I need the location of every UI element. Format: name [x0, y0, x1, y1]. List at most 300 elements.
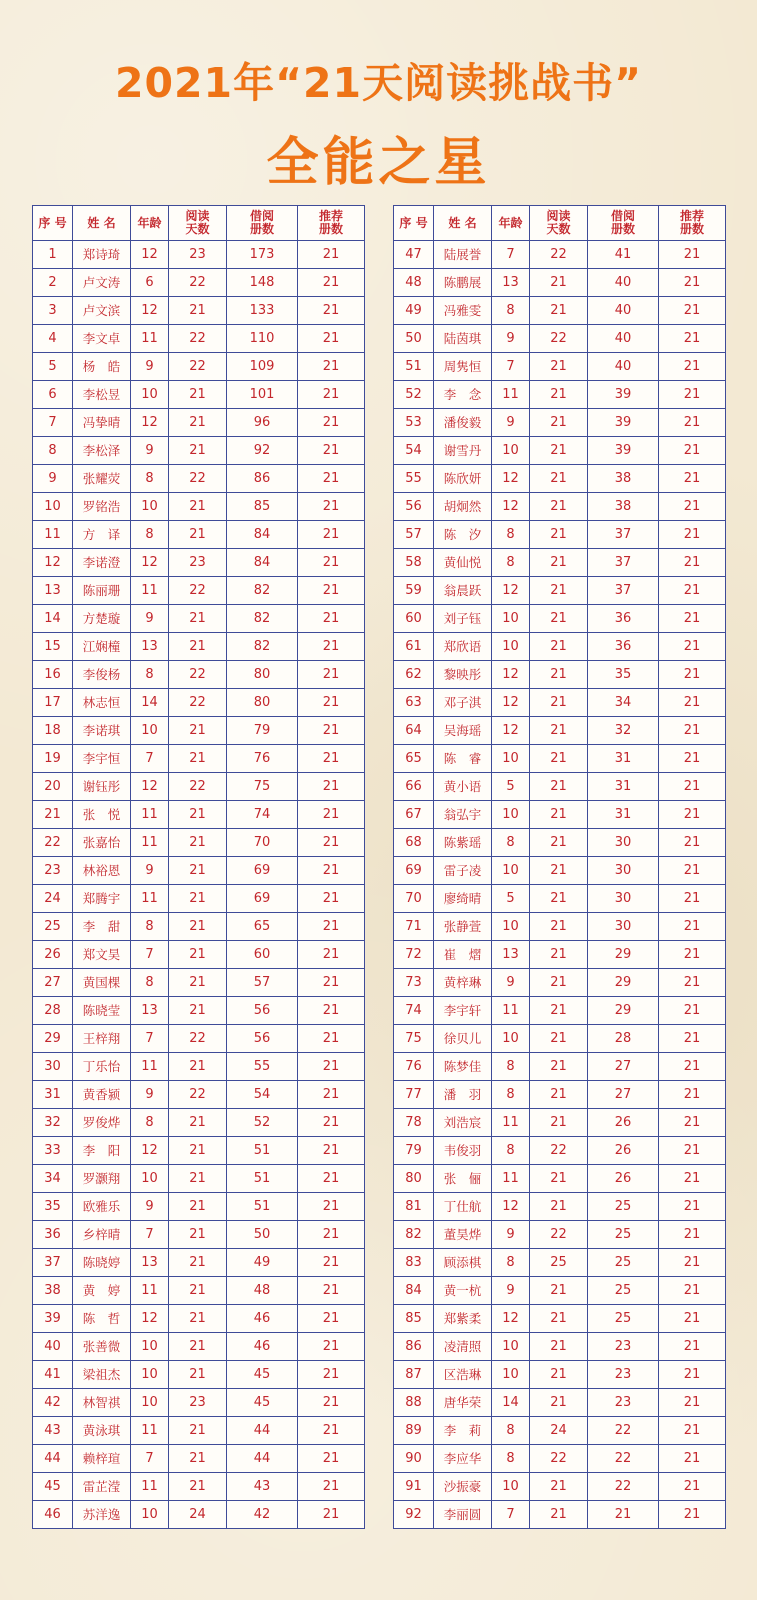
table-row [33, 1025, 365, 1053]
cell-days: 21 [169, 1417, 227, 1445]
cell-name: 罗俊烨 [73, 1109, 131, 1137]
cell-name: 刘子钰 [434, 605, 492, 633]
cell-name: 潘 羽 [434, 1081, 492, 1109]
cell-name: 黄 婷 [73, 1277, 131, 1305]
cell-seq: 10 [33, 493, 73, 521]
cell-age: 10 [492, 857, 530, 885]
col-header-name: 姓 名 [434, 206, 492, 241]
cell-days: 21 [169, 1053, 227, 1081]
table-row [33, 465, 365, 493]
cell-days: 21 [169, 633, 227, 661]
cell-name: 陈 睿 [434, 745, 492, 773]
cell-borrowed: 54 [227, 1081, 298, 1109]
cell-age: 12 [131, 297, 169, 325]
cell-recommended: 21 [298, 1305, 365, 1333]
table-body [394, 241, 726, 1529]
cell-recommended: 21 [298, 325, 365, 353]
cell-name: 李俊杨 [73, 661, 131, 689]
cell-seq: 66 [394, 773, 434, 801]
cell-name: 乡梓晴 [73, 1221, 131, 1249]
cell-days: 22 [169, 325, 227, 353]
table-row [33, 1501, 365, 1529]
cell-days: 21 [530, 1501, 588, 1529]
cell-age: 8 [492, 297, 530, 325]
cell-name: 陆茵琪 [434, 325, 492, 353]
cell-days: 22 [530, 1445, 588, 1473]
table-row [394, 773, 726, 801]
cell-recommended: 21 [298, 269, 365, 297]
cell-recommended: 21 [298, 941, 365, 969]
cell-name: 谢钰彤 [73, 773, 131, 801]
cell-seq: 90 [394, 1445, 434, 1473]
cell-age: 8 [492, 1137, 530, 1165]
cell-age: 11 [131, 325, 169, 353]
cell-name: 廖绮晴 [434, 885, 492, 913]
cell-age: 9 [131, 1081, 169, 1109]
cell-name: 卢文涛 [73, 269, 131, 297]
cell-days: 22 [169, 689, 227, 717]
cell-name: 冯雅雯 [434, 297, 492, 325]
cell-borrowed: 34 [588, 689, 659, 717]
cell-days: 21 [169, 521, 227, 549]
cell-seq: 18 [33, 717, 73, 745]
cell-name: 黄梓琳 [434, 969, 492, 997]
cell-recommended: 21 [659, 465, 726, 493]
cell-days: 22 [169, 465, 227, 493]
cell-name: 王梓翔 [73, 1025, 131, 1053]
cell-name: 吴海瑶 [434, 717, 492, 745]
cell-seq: 82 [394, 1221, 434, 1249]
cell-seq: 51 [394, 353, 434, 381]
cell-days: 21 [530, 1165, 588, 1193]
table-row [33, 409, 365, 437]
cell-name: 谢雪丹 [434, 437, 492, 465]
cell-days: 23 [169, 549, 227, 577]
cell-recommended: 21 [659, 885, 726, 913]
cell-seq: 17 [33, 689, 73, 717]
cell-recommended: 21 [659, 1221, 726, 1249]
cell-seq: 20 [33, 773, 73, 801]
cell-recommended: 21 [659, 409, 726, 437]
cell-age: 10 [492, 633, 530, 661]
cell-days: 21 [530, 493, 588, 521]
cell-borrowed: 25 [588, 1221, 659, 1249]
table-row [394, 913, 726, 941]
cell-recommended: 21 [659, 269, 726, 297]
cell-age: 13 [131, 997, 169, 1025]
cell-age: 10 [492, 1025, 530, 1053]
cell-seq: 79 [394, 1137, 434, 1165]
cell-seq: 83 [394, 1249, 434, 1277]
table-row [33, 549, 365, 577]
cell-borrowed: 37 [588, 549, 659, 577]
cell-days: 21 [169, 1305, 227, 1333]
cell-recommended: 21 [298, 465, 365, 493]
cell-borrowed: 56 [227, 997, 298, 1025]
cell-recommended: 21 [298, 745, 365, 773]
cell-recommended: 21 [298, 1445, 365, 1473]
cell-name: 方楚璇 [73, 605, 131, 633]
table-row [394, 1025, 726, 1053]
cell-recommended: 21 [298, 493, 365, 521]
cell-seq: 22 [33, 829, 73, 857]
table-body [33, 241, 365, 1529]
cell-name: 李丽圆 [434, 1501, 492, 1529]
cell-days: 21 [530, 745, 588, 773]
table-row [33, 1417, 365, 1445]
cell-recommended: 21 [659, 521, 726, 549]
cell-age: 8 [131, 1109, 169, 1137]
cell-name: 张善微 [73, 1333, 131, 1361]
table-row [394, 437, 726, 465]
cell-age: 10 [492, 745, 530, 773]
cell-days: 21 [530, 941, 588, 969]
cell-borrowed: 30 [588, 885, 659, 913]
cell-age: 12 [492, 717, 530, 745]
cell-recommended: 21 [298, 353, 365, 381]
table-row [394, 745, 726, 773]
table-row [33, 745, 365, 773]
cell-age: 11 [492, 1165, 530, 1193]
cell-name: 黄仙悦 [434, 549, 492, 577]
cell-age: 7 [131, 941, 169, 969]
cell-age: 9 [492, 1277, 530, 1305]
table-row [33, 1473, 365, 1501]
col-header-age: 年龄 [131, 206, 169, 241]
cell-age: 11 [131, 829, 169, 857]
cell-seq: 59 [394, 577, 434, 605]
cell-age: 11 [492, 381, 530, 409]
cell-recommended: 21 [659, 1333, 726, 1361]
cell-borrowed: 40 [588, 353, 659, 381]
cell-days: 21 [169, 1445, 227, 1473]
cell-name: 郑紫柔 [434, 1305, 492, 1333]
cell-days: 21 [169, 969, 227, 997]
cell-days: 21 [169, 1109, 227, 1137]
cell-age: 9 [131, 353, 169, 381]
page-subtitle: 全能之星 [266, 133, 491, 193]
cell-recommended: 21 [298, 1389, 365, 1417]
cell-seq: 58 [394, 549, 434, 577]
cell-borrowed: 39 [588, 381, 659, 409]
cell-borrowed: 43 [227, 1473, 298, 1501]
cell-days: 21 [530, 801, 588, 829]
cell-seq: 86 [394, 1333, 434, 1361]
col-header-recommended: 推荐 册数 [659, 206, 726, 241]
cell-name: 陈 哲 [73, 1305, 131, 1333]
cell-days: 22 [169, 1025, 227, 1053]
cell-days: 21 [169, 801, 227, 829]
table-row [394, 353, 726, 381]
cell-days: 21 [530, 605, 588, 633]
cell-name: 林裕恩 [73, 857, 131, 885]
cell-name: 陆展誉 [434, 241, 492, 269]
cell-recommended: 21 [298, 409, 365, 437]
cell-name: 黄国棵 [73, 969, 131, 997]
cell-borrowed: 82 [227, 605, 298, 633]
cell-borrowed: 110 [227, 325, 298, 353]
cell-seq: 13 [33, 577, 73, 605]
cell-borrowed: 51 [227, 1137, 298, 1165]
cell-name: 翁弘宇 [434, 801, 492, 829]
cell-borrowed: 76 [227, 745, 298, 773]
cell-recommended: 21 [659, 381, 726, 409]
cell-name: 李诺琪 [73, 717, 131, 745]
cell-days: 22 [169, 773, 227, 801]
cell-name: 梁祖杰 [73, 1361, 131, 1389]
cell-borrowed: 92 [227, 437, 298, 465]
cell-borrowed: 56 [227, 1025, 298, 1053]
col-header-seq: 序 号 [33, 206, 73, 241]
cell-age: 8 [131, 913, 169, 941]
cell-recommended: 21 [659, 1361, 726, 1389]
cell-borrowed: 38 [588, 465, 659, 493]
cell-days: 21 [530, 577, 588, 605]
cell-days: 21 [530, 1305, 588, 1333]
col-header-name: 姓 名 [73, 206, 131, 241]
cell-age: 13 [492, 941, 530, 969]
cell-borrowed: 173 [227, 241, 298, 269]
cell-age: 10 [492, 801, 530, 829]
cell-recommended: 21 [298, 521, 365, 549]
cell-seq: 4 [33, 325, 73, 353]
cell-name: 刘浩宸 [434, 1109, 492, 1137]
cell-days: 21 [169, 381, 227, 409]
cell-days: 21 [169, 437, 227, 465]
cell-seq: 69 [394, 857, 434, 885]
cell-recommended: 21 [298, 689, 365, 717]
cell-recommended: 21 [659, 745, 726, 773]
cell-days: 21 [530, 1389, 588, 1417]
cell-recommended: 21 [659, 1417, 726, 1445]
table-row [394, 857, 726, 885]
cell-recommended: 21 [659, 325, 726, 353]
cell-recommended: 21 [298, 1277, 365, 1305]
cell-seq: 25 [33, 913, 73, 941]
table-row [394, 521, 726, 549]
table-row [33, 857, 365, 885]
cell-age: 12 [492, 1305, 530, 1333]
cell-name: 陈晓婷 [73, 1249, 131, 1277]
table-row [394, 969, 726, 997]
cell-name: 邓子淇 [434, 689, 492, 717]
cell-borrowed: 80 [227, 661, 298, 689]
table-header-row [394, 206, 726, 241]
cell-name: 陈鹏展 [434, 269, 492, 297]
table-row [33, 633, 365, 661]
table-row [394, 325, 726, 353]
cell-borrowed: 82 [227, 633, 298, 661]
cell-age: 11 [131, 1277, 169, 1305]
cell-age: 14 [131, 689, 169, 717]
table-row [394, 717, 726, 745]
cell-recommended: 21 [298, 1081, 365, 1109]
cell-recommended: 21 [659, 633, 726, 661]
cell-name: 黄一杭 [434, 1277, 492, 1305]
cell-recommended: 21 [659, 1025, 726, 1053]
table-row [33, 773, 365, 801]
cell-borrowed: 37 [588, 521, 659, 549]
cell-recommended: 21 [298, 577, 365, 605]
cell-seq: 75 [394, 1025, 434, 1053]
cell-recommended: 21 [298, 1417, 365, 1445]
cell-borrowed: 84 [227, 521, 298, 549]
cell-name: 丁乐怡 [73, 1053, 131, 1081]
cell-seq: 38 [33, 1277, 73, 1305]
cell-recommended: 21 [298, 1165, 365, 1193]
cell-borrowed: 40 [588, 325, 659, 353]
cell-age: 9 [492, 325, 530, 353]
cell-recommended: 21 [298, 885, 365, 913]
cell-days: 24 [169, 1501, 227, 1529]
cell-recommended: 21 [659, 829, 726, 857]
cell-days: 22 [530, 325, 588, 353]
cell-seq: 92 [394, 1501, 434, 1529]
cell-days: 21 [169, 913, 227, 941]
cell-name: 沙振豪 [434, 1473, 492, 1501]
cell-borrowed: 52 [227, 1109, 298, 1137]
cell-borrowed: 21 [588, 1501, 659, 1529]
cell-recommended: 21 [298, 241, 365, 269]
cell-days: 21 [530, 773, 588, 801]
cell-recommended: 21 [659, 941, 726, 969]
cell-borrowed: 51 [227, 1165, 298, 1193]
cell-borrowed: 22 [588, 1473, 659, 1501]
cell-seq: 81 [394, 1193, 434, 1221]
cell-recommended: 21 [659, 661, 726, 689]
cell-age: 7 [131, 1025, 169, 1053]
cell-borrowed: 23 [588, 1361, 659, 1389]
table-row [394, 689, 726, 717]
cell-seq: 16 [33, 661, 73, 689]
cell-recommended: 21 [659, 1109, 726, 1137]
cell-age: 10 [131, 1333, 169, 1361]
cell-borrowed: 65 [227, 913, 298, 941]
cell-borrowed: 32 [588, 717, 659, 745]
cell-age: 13 [131, 633, 169, 661]
cell-name: 雷芷滢 [73, 1473, 131, 1501]
cell-name: 卢文滨 [73, 297, 131, 325]
table-header-row [33, 206, 365, 241]
table-row [33, 1221, 365, 1249]
cell-seq: 68 [394, 829, 434, 857]
cell-borrowed: 79 [227, 717, 298, 745]
cell-age: 11 [131, 1473, 169, 1501]
cell-age: 11 [492, 1109, 530, 1137]
cell-days: 21 [530, 437, 588, 465]
cell-age: 9 [131, 437, 169, 465]
cell-days: 21 [530, 885, 588, 913]
cell-seq: 63 [394, 689, 434, 717]
cell-name: 冯挚晴 [73, 409, 131, 437]
cell-recommended: 21 [659, 1445, 726, 1473]
cell-recommended: 21 [298, 773, 365, 801]
cell-borrowed: 48 [227, 1277, 298, 1305]
cell-seq: 39 [33, 1305, 73, 1333]
cell-recommended: 21 [298, 1473, 365, 1501]
cell-recommended: 21 [659, 1473, 726, 1501]
cell-seq: 9 [33, 465, 73, 493]
cell-name: 黎映彤 [434, 661, 492, 689]
cell-seq: 1 [33, 241, 73, 269]
cell-recommended: 21 [659, 913, 726, 941]
cell-name: 李松昱 [73, 381, 131, 409]
cell-borrowed: 51 [227, 1193, 298, 1221]
cell-age: 9 [131, 1193, 169, 1221]
cell-seq: 61 [394, 633, 434, 661]
cell-age: 5 [492, 885, 530, 913]
cell-age: 13 [492, 269, 530, 297]
cell-seq: 43 [33, 1417, 73, 1445]
cell-seq: 14 [33, 605, 73, 633]
cell-days: 21 [169, 745, 227, 773]
cell-seq: 65 [394, 745, 434, 773]
cell-name: 顾添棋 [434, 1249, 492, 1277]
table-row [394, 1389, 726, 1417]
cell-recommended: 21 [298, 297, 365, 325]
cell-recommended: 21 [298, 717, 365, 745]
cell-name: 董昊烨 [434, 1221, 492, 1249]
table-row [394, 1501, 726, 1529]
table-row [33, 885, 365, 913]
cell-name: 徐贝儿 [434, 1025, 492, 1053]
cell-name: 黄香颍 [73, 1081, 131, 1109]
cell-borrowed: 44 [227, 1417, 298, 1445]
cell-days: 21 [169, 1193, 227, 1221]
cell-recommended: 21 [659, 773, 726, 801]
cell-seq: 40 [33, 1333, 73, 1361]
cell-age: 9 [492, 409, 530, 437]
cell-borrowed: 30 [588, 913, 659, 941]
cell-seq: 26 [33, 941, 73, 969]
cell-name: 张嘉怡 [73, 829, 131, 857]
cell-age: 10 [131, 493, 169, 521]
table-row [394, 1249, 726, 1277]
cell-days: 21 [169, 1249, 227, 1277]
cell-recommended: 21 [298, 1193, 365, 1221]
cell-age: 8 [131, 661, 169, 689]
cell-days: 21 [530, 521, 588, 549]
cell-seq: 88 [394, 1389, 434, 1417]
cell-seq: 27 [33, 969, 73, 997]
cell-days: 21 [530, 297, 588, 325]
cell-recommended: 21 [659, 1277, 726, 1305]
cell-borrowed: 70 [227, 829, 298, 857]
cell-borrowed: 37 [588, 577, 659, 605]
cell-days: 21 [530, 1053, 588, 1081]
cell-age: 11 [131, 885, 169, 913]
table-row [33, 241, 365, 269]
cell-borrowed: 148 [227, 269, 298, 297]
cell-borrowed: 46 [227, 1305, 298, 1333]
cell-days: 21 [169, 829, 227, 857]
cell-days: 21 [530, 717, 588, 745]
cell-days: 21 [530, 381, 588, 409]
cell-recommended: 21 [659, 437, 726, 465]
cell-recommended: 21 [659, 353, 726, 381]
cell-name: 陈 汐 [434, 521, 492, 549]
cell-age: 12 [492, 577, 530, 605]
cell-recommended: 21 [298, 549, 365, 577]
cell-name: 杨 皓 [73, 353, 131, 381]
cell-age: 12 [492, 465, 530, 493]
cell-days: 21 [530, 829, 588, 857]
cell-borrowed: 35 [588, 661, 659, 689]
cell-name: 翁晨跃 [434, 577, 492, 605]
table-row [33, 997, 365, 1025]
table-row [394, 1417, 726, 1445]
cell-seq: 52 [394, 381, 434, 409]
